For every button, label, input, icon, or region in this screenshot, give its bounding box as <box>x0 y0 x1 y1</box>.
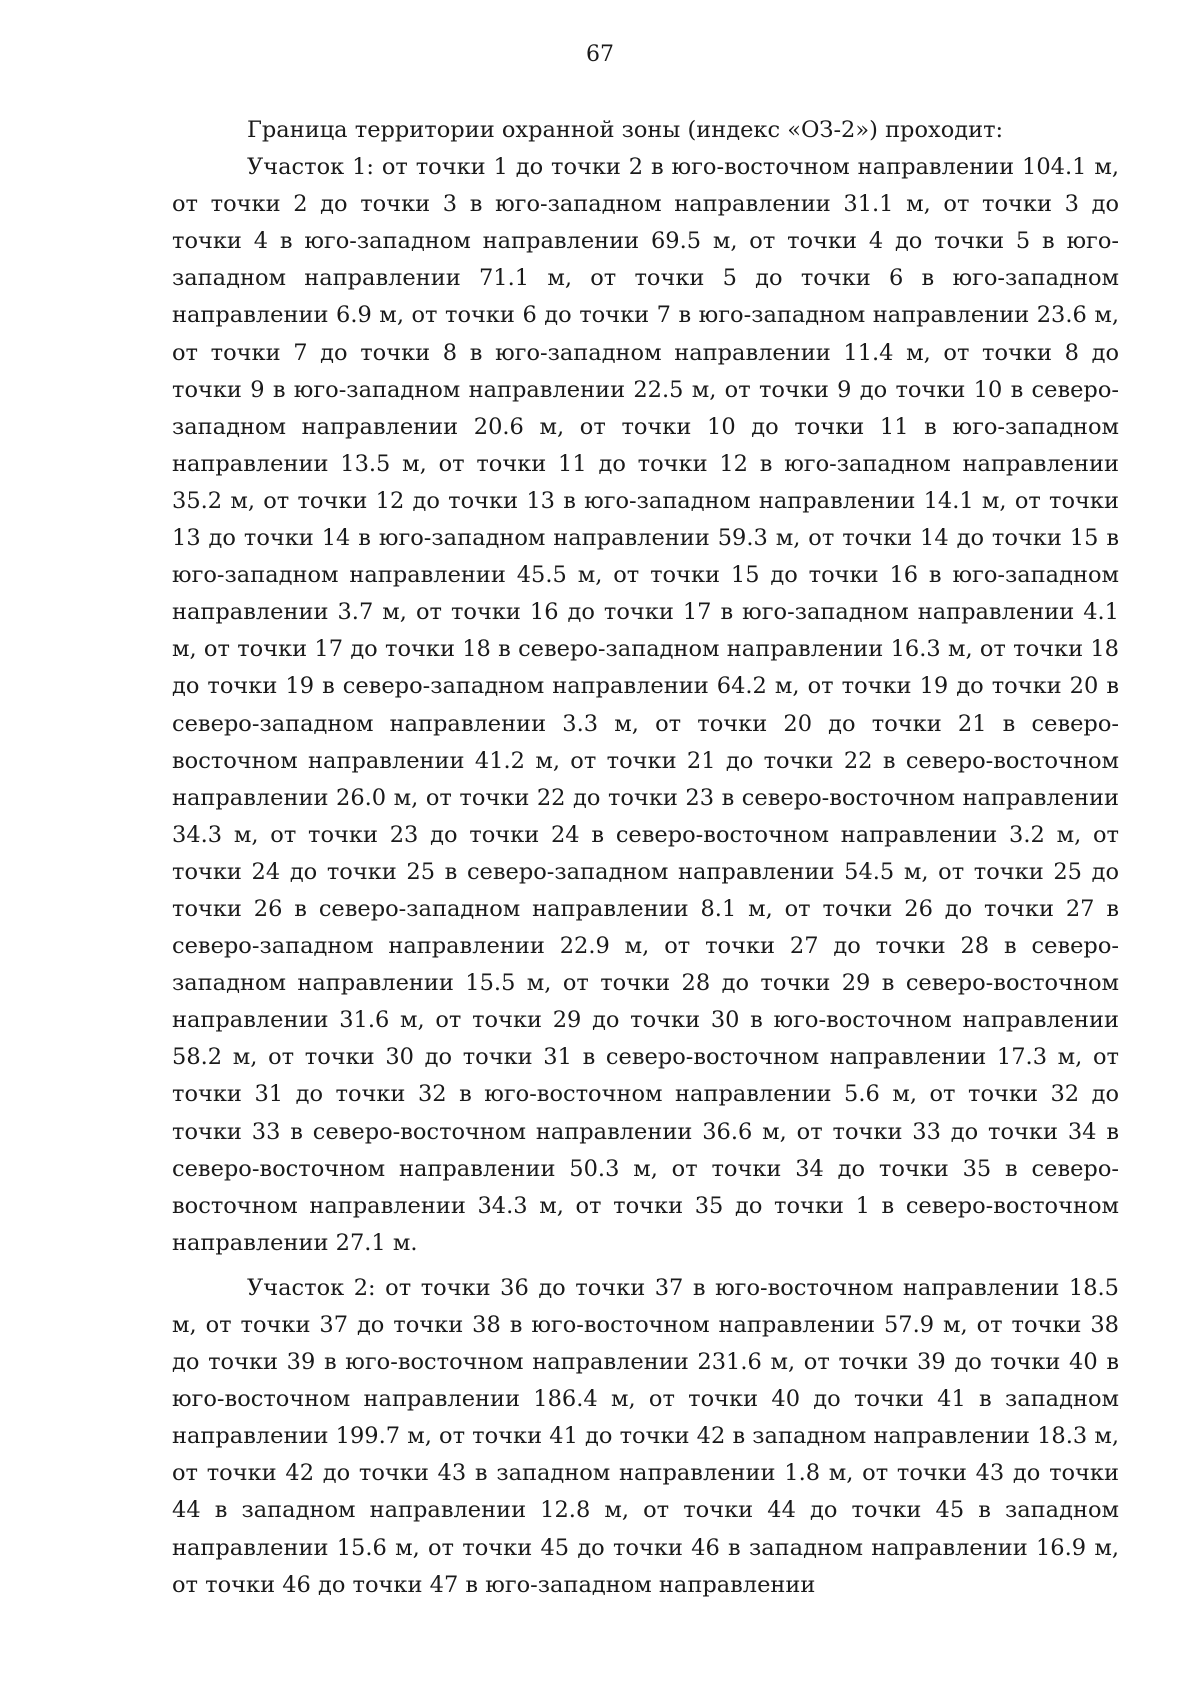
document-body <box>172 112 1119 1604</box>
heading-paragraph: Граница территории охранной зоны (индекс «ОЗ-2») проходит: <box>247 117 1004 143</box>
section-2-paragraph: Участок 2: от точки 36 до точки 37 в юго-восточном направлении 18.5 м, от точки 37 до точки 38 в юго-восточном направлении 57.9 м, от точки 38 до точки 39 в юго-восточном направлении 231.6 м, от точки 39 до точки 40 в юго-восточном направлении 186.4 м, от точки 40 до точки 41 в западном направлении 199.7 м, от точки 41 до точки 42 в западном направлении 18.3 м, от точки 42 до точки 43 в западном направлении 1.8 м, от точки 43 до точки 44 в западном направлении 12.8 м, от точки 44 до точки 45 в западном направлении 15.6 м, от точки 45 до точки 46 в западном направлении 16.9 м, от точки 46 до точки 47 в юго-западном направлении <box>172 1274 1119 1598</box>
page-number: 67 <box>586 42 614 67</box>
section-1-paragraph: Участок 1: от точки 1 до точки 2 в юго-восточном направлении 104.1 м, от точки 2 до точки 3 в юго-западном направлении 31.1 м, от точки 3 до точки 4 в юго-западном направлении 69.5 м, от точки 4 до точки 5 в юго-западном направлении 71.1 м, от точки 5 до точки 6 в юго-западном направлении 6.9 м, от точки 6 до точки 7 в юго-западном направлении 23.6 м, от точки 7 до точки 8 в юго-западном направлении 11.4 м, от точки 8 до точки 9 в юго-западном направлении 22.5 м, от точки 9 до точки 10 в северо-западном направлении 20.6 м, от точки 10 до точки 11 в юго-западном направлении 13.5 м, от точки 11 до точки 12 в юго-западном направлении 35.2 м, от точки 12 до точки 13 в юго-западном направлении 14.1 м, от точки 13 до точки 14 в юго-западном направлении 59.3 м, от точки 14 до точки 15 в юго-западном направлении 45.5 м, от точки 15 до точки 16 в юго-западном направлении 3.7 м, от точки 16 до точки 17 в юго-западном направлении 4.1 м, от точки 17 до точки 18 в северо-западном направлении 16.3 м, от точки 18 до точки 19 в северо-западном направлении 64.2 м, от точки 19 до точки 20 в северо-западном направлении 3.3 м, от точки 20 до точки 21 в северо-восточном направлении 41.2 м, от точки 21 до точки 22 в северо-восточном направлении 26.0 м, от точки 22 до точки 23 в северо-восточном направлении 34.3 м, от точки 23 до точки 24 в северо-восточном направлении 3.2 м, от точки 24 до точки 25 в северо-западном направлении 54.5 м, от точки 25 до точки 26 в северо-западном направлении 8.1 м, от точки 26 до точки 27 в северо-западном направлении 22.9 м, от точки 27 до точки 28 в северо-западном направлении 15.5 м, от точки 28 до точки 29 в северо-восточном направлении 31.6 м, от точки 29 до точки 30 в юго-восточном направлении 58.2 м, от точки 30 до точки 31 в северо-восточном направлении 17.3 м, от точки 31 до точки 32 в юго-восточном направлении 5.6 м, от точки 32 до точки 33 в северо-восточном направлении 36.6 м, от точки 33 до точки 34 в северо-восточном направлении 50.3 м, от точки 34 до точки 35 в северо-восточном направлении 34.3 м, от точки 35 до точки 1 в северо-восточном направлении 27.1 м. <box>172 154 1119 1256</box>
